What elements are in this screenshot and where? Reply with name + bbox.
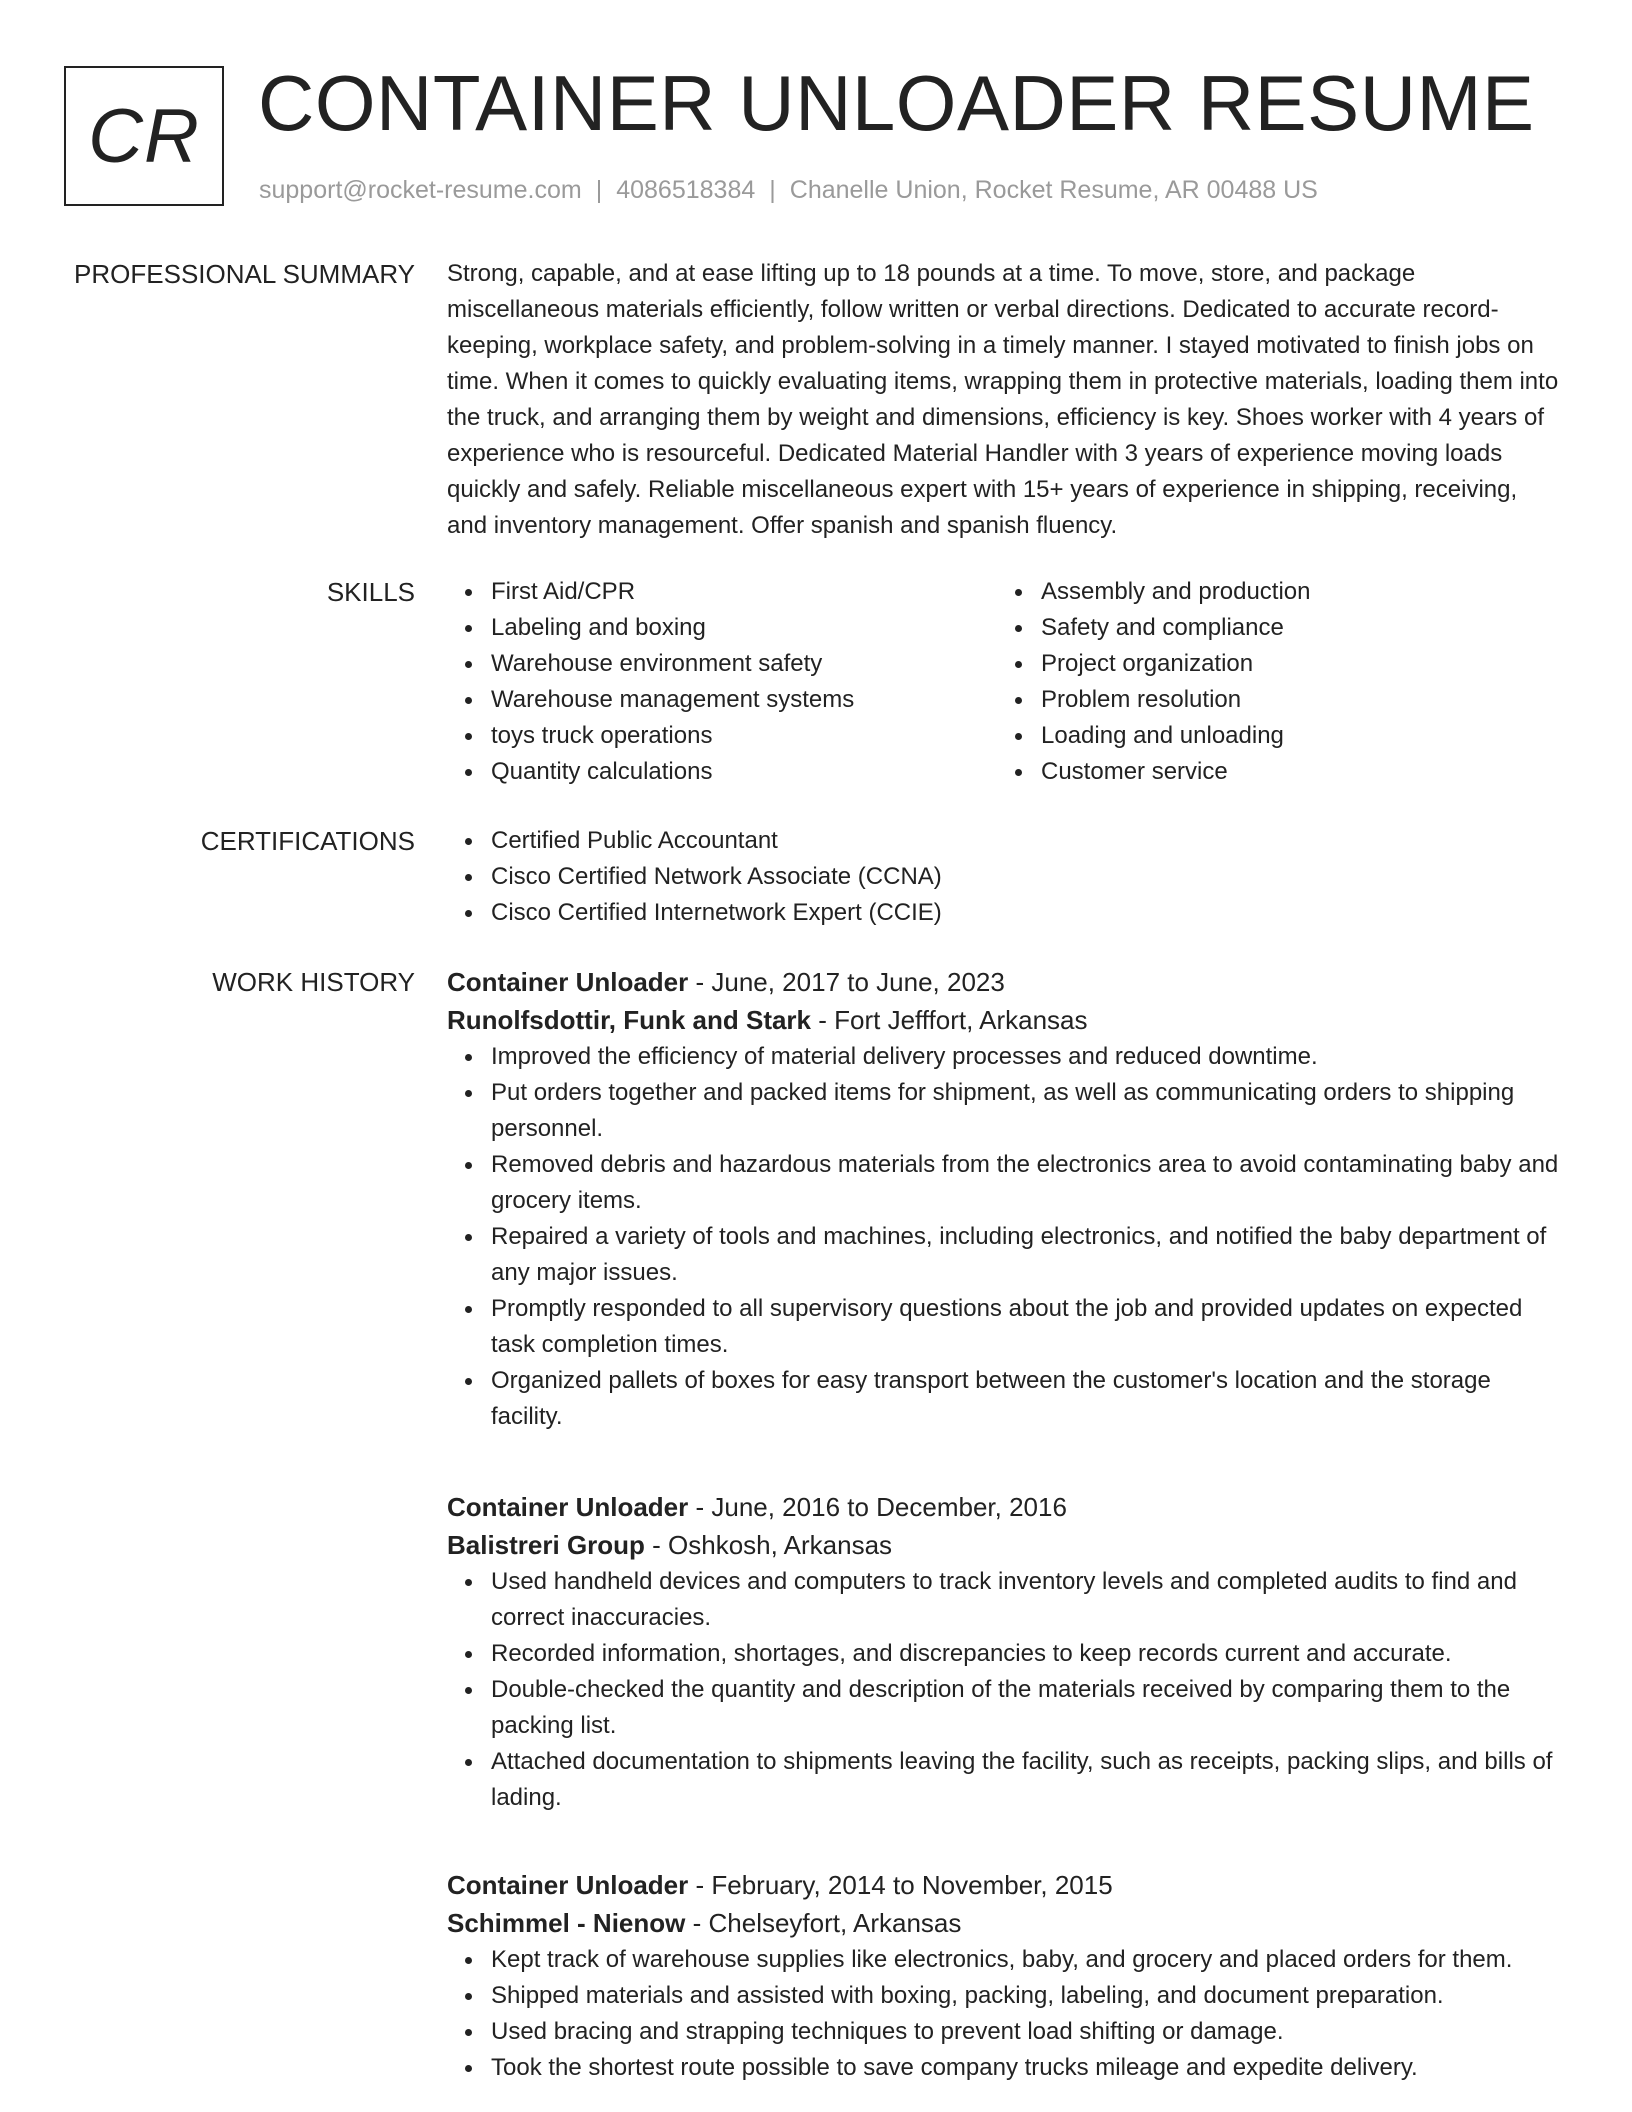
monogram-logo: CR [64,66,224,206]
job-duty-item: Took the shortest route possible to save company trucks mileage and expedite delivery. [447,2050,1562,2086]
job-company: Schimmel - Nienow [447,1908,686,1938]
job-duty-item: Improved the efficiency of material delivery processes and reduced downtime. [447,1039,1562,1075]
contact-separator: | [595,176,603,204]
job-duty-item: Organized pallets of boxes for easy transport between the customer's location and the storage facility. [447,1363,1562,1435]
skill-item: Warehouse management systems [447,682,997,718]
job-title-line [447,1488,1562,1526]
job-duty-item: Attached documentation to shipments leaving the facility, such as receipts, packing slips, and bills of lading. [447,1744,1562,1816]
job-duty-item: Used handheld devices and computers to track inventory levels and completed audits to find and correct inaccuracies. [447,1564,1562,1636]
skill-item: Project organization [997,646,1547,682]
work-history-heading: WORK HISTORY [212,967,415,997]
skill-item: toys truck operations [447,718,997,754]
job-dates: - February, 2014 to November, 2015 [688,1870,1113,1900]
skill-item: Safety and compliance [997,610,1547,646]
certifications-section [447,823,1562,931]
skills-list-right [997,574,1547,790]
contact-address: Chanelle Union, Rocket Resume, AR 00488 US [789,176,1318,204]
job-title: Container Unloader [447,1492,689,1522]
job-dates: - June, 2016 to December, 2016 [688,1492,1067,1522]
job-duty-item: Put orders together and packed items for shipment, as well as communicating orders to shipping personnel. [447,1075,1562,1147]
job-company: Balistreri Group [447,1530,645,1560]
job-entry [447,963,1562,1435]
certification-item: Certified Public Accountant [447,823,1562,859]
skill-item: First Aid/CPR [447,574,997,610]
job-duty-item: Removed debris and hazardous materials from the electronics area to avoid contaminating baby and grocery items. [447,1147,1562,1219]
job-location: - Chelseyfort, Arkansas [685,1908,962,1938]
skill-item: Warehouse environment safety [447,646,997,682]
job-title-line [447,1866,1562,1904]
job-duty-item: Promptly responded to all supervisory questions about the job and provided updates on expected task completion times. [447,1291,1562,1363]
skills-list-left [447,574,997,790]
skill-item: Problem resolution [997,682,1547,718]
contact-separator: | [769,176,776,204]
contact-line [259,173,1318,207]
skills-heading: SKILLS [326,577,415,607]
job-company-line [447,1001,1562,1039]
job-company-line [447,1526,1562,1564]
certification-item: Cisco Certified Network Associate (CCNA) [447,859,1562,895]
certification-item: Cisco Certified Internetwork Expert (CCIE) [447,895,1562,931]
skill-item: Loading and unloading [997,718,1547,754]
certifications-list [447,823,1562,931]
job-duties-list [447,1039,1562,1435]
job-title: Container Unloader [447,1870,689,1900]
job-duties-list [447,1942,1562,2086]
job-duty-item: Double-checked the quantity and description of the materials received by comparing them to the packing list. [447,1672,1562,1744]
job-duty-item: Repaired a variety of tools and machines, including electronics, and notified the baby department of any major issues. [447,1219,1562,1291]
resume-title: CONTAINER UNLOADER RESUME [258,59,1535,147]
contact-phone: 4086518384 [616,176,756,204]
job-duty-item: Recorded information, shortages, and discrepancies to keep records current and accurate. [447,1636,1562,1672]
summary-section [447,256,1562,544]
job-title-line [447,963,1562,1001]
certifications-heading: CERTIFICATIONS [200,826,415,856]
job-duty-item: Kept track of warehouse supplies like electronics, baby, and grocery and placed orders for them. [447,1942,1562,1978]
skills-section [447,574,1562,790]
job-dates: - June, 2017 to June, 2023 [688,967,1005,997]
skill-item: Assembly and production [997,574,1547,610]
job-entry [447,1866,1562,2086]
summary-text: Strong, capable, and at ease lifting up to 18 pounds at a time. To move, store, and package miscellaneous materials efficiently, follow written or verbal directions. Dedicated to accurate record-keeping, workplace safety, and problem-solving in a timely manner. I stayed motivated to finish jobs on time. When it comes to quickly evaluating items, wrapping them in protective materials, loading them into the truck, and arranging them by weight and dimensions, efficiency is key. Shoes worker with 4 years of experience who is resourceful. Dedicated Material Handler with 3 years of experience moving loads quickly and safely. Reliable miscellaneous expert with 15+ years of experience in shipping, receiving, and inventory management. Offer spanish and spanish fluency. [447,260,1559,539]
job-duty-item: Shipped materials and assisted with boxing, packing, labeling, and document preparation. [447,1978,1562,2014]
job-location: - Oshkosh, Arkansas [644,1530,893,1560]
contact-email: support@rocket-resume.com [259,176,582,204]
job-title: Container Unloader [447,967,689,997]
summary-heading: PROFESSIONAL SUMMARY [74,259,415,289]
skill-item: Quantity calculations [447,754,997,790]
job-entry [447,1488,1562,1816]
job-location: - Fort Jefffort, Arkansas [811,1005,1088,1035]
skill-item: Labeling and boxing [447,610,997,646]
job-company: Runolfsdottir, Funk and Stark [447,1005,812,1035]
job-duty-item: Used bracing and strapping techniques to prevent load shifting or damage. [447,2014,1562,2050]
job-company-line [447,1904,1562,1942]
skills-grid [447,574,1562,790]
job-duties-list [447,1564,1562,1816]
skill-item: Customer service [997,754,1547,790]
